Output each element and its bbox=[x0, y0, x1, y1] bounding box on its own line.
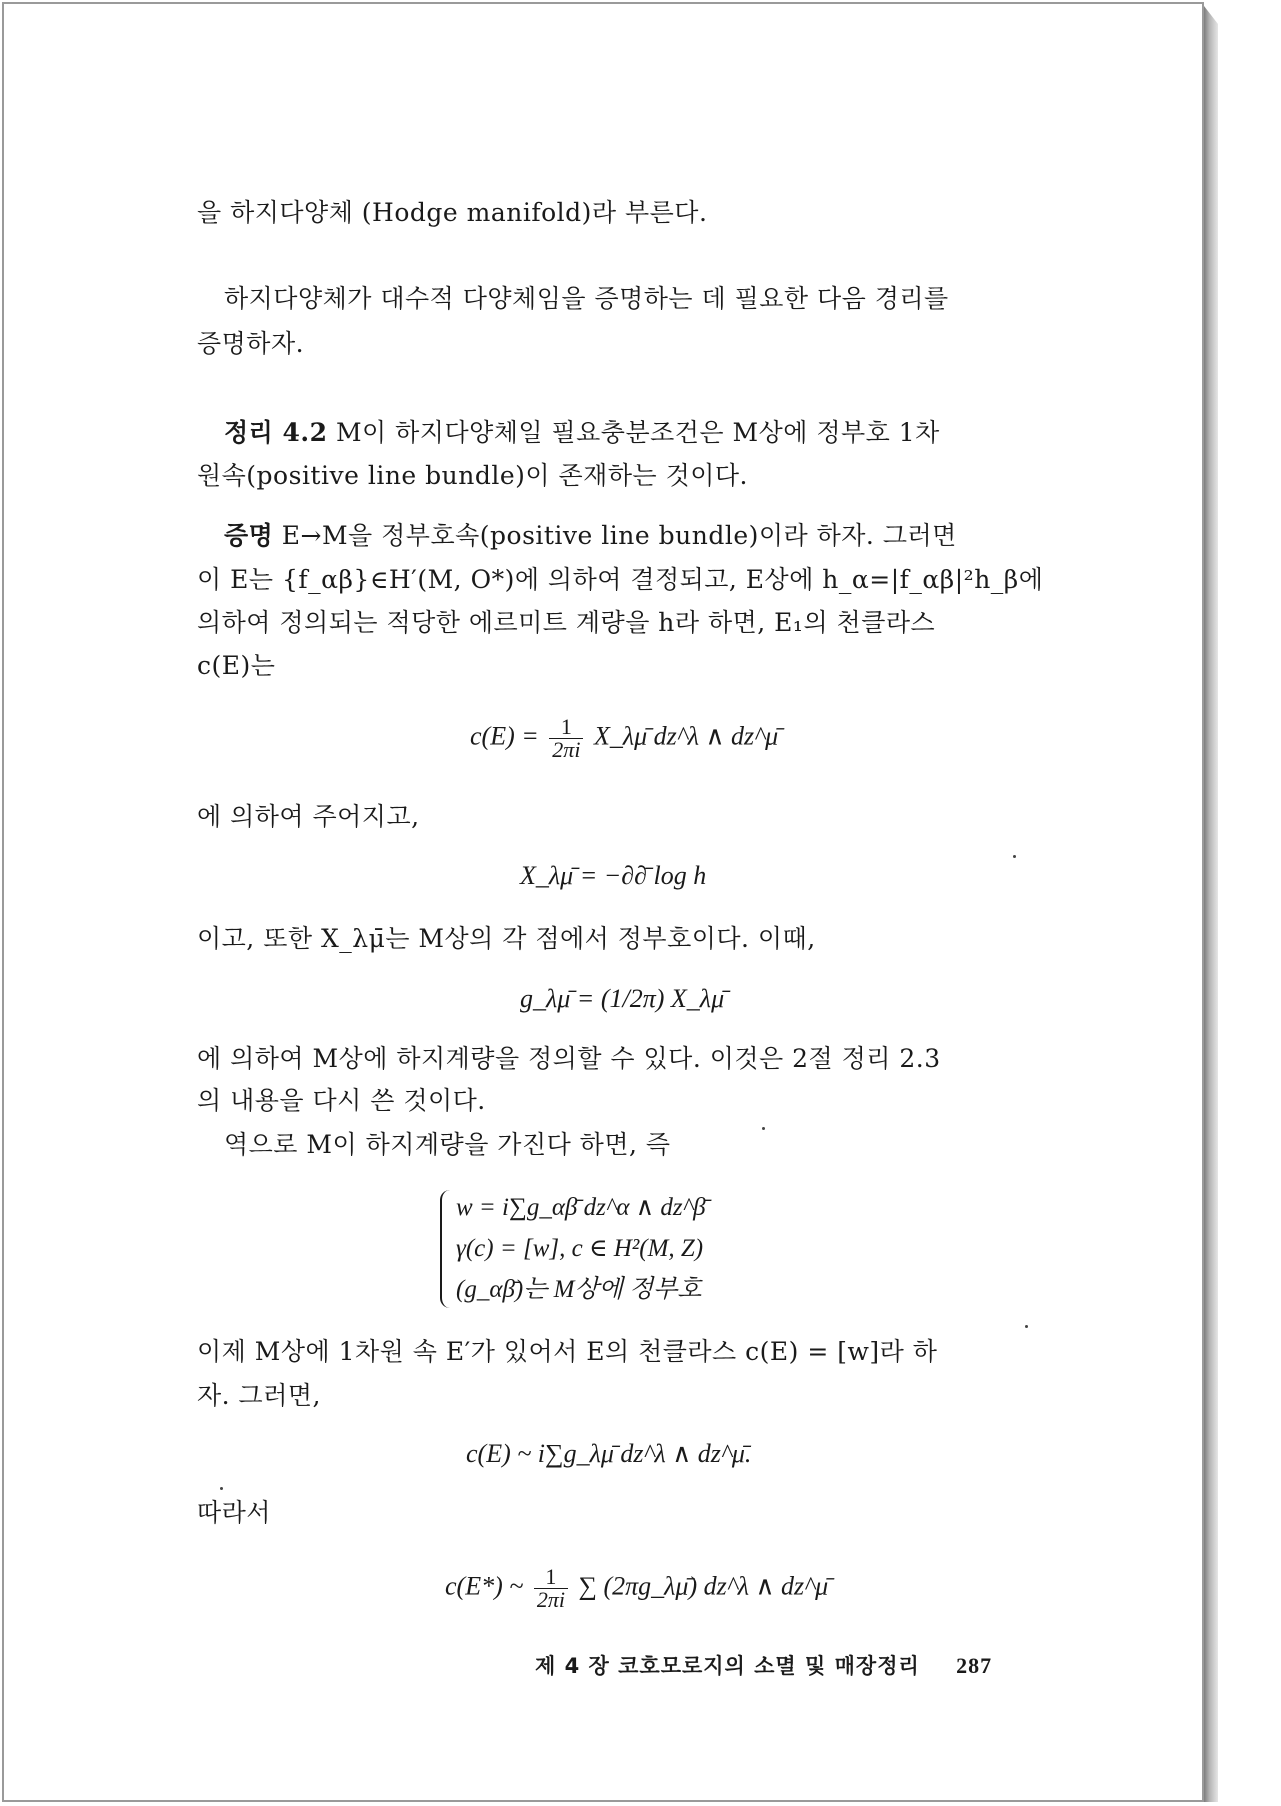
text-line-14: 역으로 M이 하지계량을 가진다 하면, 즉 bbox=[224, 1130, 671, 1159]
eq1-fraction bbox=[549, 716, 583, 761]
system-line-3: (g_αβ̄)는 M상에 정부호 bbox=[456, 1276, 702, 1303]
eq1-rhs: X_λμ̄ dz^λ ∧ dz^μ̄ bbox=[593, 721, 779, 751]
equation-hodge-metric: g_λμ̄ = (1/2π) X_λμ̄ bbox=[520, 984, 725, 1013]
eq5-rhs: ∑ (2πg_λμ̄) dz^λ ∧ dz^μ̄ bbox=[578, 1571, 829, 1601]
page-border bbox=[2, 2, 1204, 1802]
equation-curvature: X_λμ̄ = −∂∂̄ log h bbox=[520, 861, 707, 890]
text-line-16: 자. 그러면, bbox=[197, 1381, 321, 1410]
text-line-3: 증명하자. bbox=[197, 329, 305, 358]
page-edge-shadow bbox=[1204, 6, 1218, 1802]
text-line-13: 의 내용을 다시 쓴 것이다. bbox=[197, 1086, 486, 1115]
text-line-1: 을 하지다양체 (Hodge manifold)라 부른다. bbox=[197, 198, 708, 227]
text-line-8: 의하여 정의되는 적당한 에르미트 계량을 h라 하면, E₁의 천클라스 bbox=[197, 608, 936, 637]
eq5-numerator: 1 bbox=[534, 1566, 568, 1589]
theorem-text: M이 하지다양체일 필요충분조건은 M상에 정부호 1차 bbox=[335, 418, 940, 447]
theorem-label: 정리 4.2 bbox=[224, 418, 328, 447]
proof-line bbox=[224, 519, 957, 553]
theorem-line bbox=[224, 416, 940, 450]
equation-chern-class bbox=[470, 716, 778, 761]
text-line-12: 에 의하여 M상에 하지계량을 정의할 수 있다. 이것은 2절 정리 2.3 bbox=[197, 1044, 941, 1073]
scan-speck bbox=[1013, 855, 1016, 858]
eq1-numerator: 1 bbox=[549, 716, 583, 739]
equation-chern-approx: c(E) ~ i∑g_λμ̄ dz^λ ∧ dz^μ̄. bbox=[466, 1439, 752, 1468]
scan-speck bbox=[762, 1127, 765, 1130]
page-number: 287 bbox=[956, 1653, 993, 1678]
scan-speck bbox=[1025, 1325, 1028, 1328]
eq5-lhs: c(E*) ~ bbox=[445, 1571, 524, 1601]
text-line-2: 하지다양체가 대수적 다양체임을 증명하는 데 필요한 다음 경리를 bbox=[224, 284, 949, 313]
proof-text: E→M을 정부호속(positive line bundle)이라 하자. 그러면 bbox=[281, 521, 957, 550]
running-footer bbox=[535, 1650, 992, 1680]
text-line-11: 이고, 또한 X_λμ̄는 M상의 각 점에서 정부호이다. 이때, bbox=[197, 924, 816, 953]
system-brace bbox=[440, 1190, 454, 1308]
scan-speck bbox=[220, 1487, 223, 1490]
eq1-lhs: c(E) = bbox=[470, 721, 539, 751]
text-line-5: 원속(positive line bundle)이 존재하는 것이다. bbox=[197, 461, 748, 490]
eq5-fraction bbox=[534, 1566, 568, 1611]
chapter-title: 제 4 장 코호모로지의 소멸 및 매장정리 bbox=[535, 1654, 920, 1678]
eq1-denominator: 2πi bbox=[552, 737, 581, 762]
system-line-1: w = i∑g_αβ̄ dz^α ∧ dz^β̄ bbox=[456, 1194, 706, 1221]
equation-dual-chern bbox=[445, 1566, 828, 1611]
eq5-denominator: 2πi bbox=[536, 1587, 565, 1612]
text-line-7: 이 E는 {f_αβ}∈H′(M, O*)에 의하여 결정되고, E상에 h_α=|f_αβ|²h_β에 bbox=[197, 565, 1044, 594]
proof-label: 증명 bbox=[224, 521, 274, 550]
text-line-9: c(E)는 bbox=[197, 651, 276, 680]
system-line-2: γ(c) = [w], c ∈ H²(M, Z) bbox=[456, 1235, 704, 1262]
text-line-15: 이제 M상에 1차원 속 E′가 있어서 E의 천클라스 c(E) = [w]라 하 bbox=[197, 1337, 938, 1366]
text-line-10: 에 의하여 주어지고, bbox=[197, 802, 420, 831]
text-line-17: 따라서 bbox=[197, 1498, 271, 1527]
